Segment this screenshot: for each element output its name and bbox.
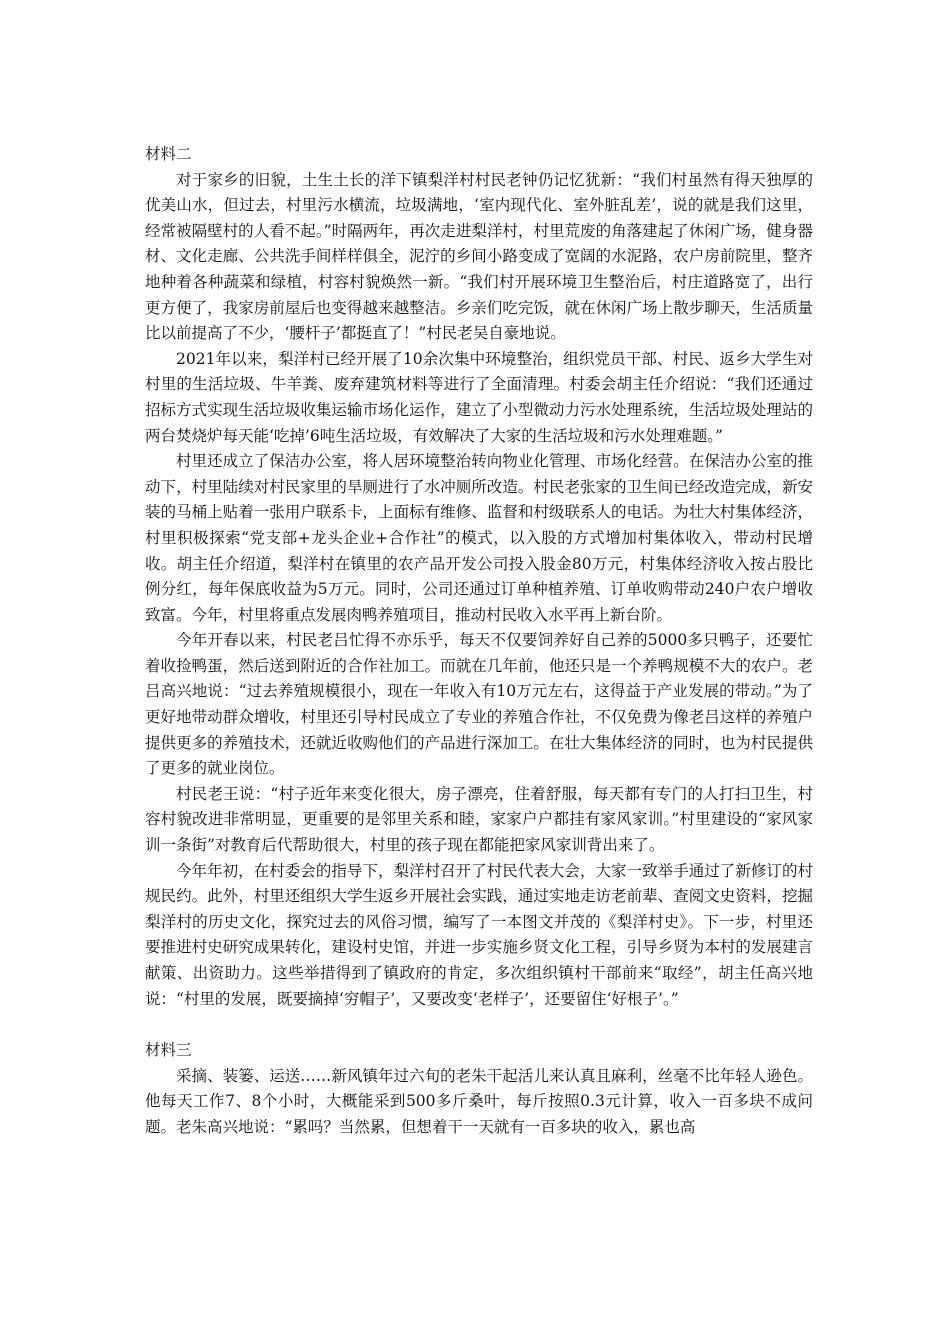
paragraph: 采摘、装篓、运送……新风镇年过六旬的老朱干起活儿来认真且麻利，丝毫不比年轻人逊色。他每天工作7、8个小时，大概能采到500多斤桑叶，每斤按照0.3元计算，收入一百多块不成问题。老朱高兴地说：“累吗？当然累，但想着干一天就有一百多块的收入，累也高 [145,1066,813,1136]
section-spacer [145,1012,813,1038]
paragraph: 村里还成立了保洁办公室，将人居环境整治转向物业化管理、市场化经营。在保洁办公室的推动下，村里陆续对村民家里的旱厕进行了水冲厕所改造。村民老张家的卫生间已经改造完成，新安装的马桶上贴着一张用户联系卡，上面标有维修、监督和村级联系人的电话。为壮大村集体经济，村里积极探索“党支部+龙头企业+合作社”的模式，以入股的方式增加村集体收入，带动村民增收。胡主任介绍道，梨洋村在镇里的农产品开发公司投入股金80万元，村集体经济收入按占股比例分红，每年保底收益为5万元。同时，公司还通过订单种植养殖、订单收购带动240户农户增收致富。今年，村里将重点发展肉鸭养殖项目，推动村民收入水平再上新台阶。 [145,452,813,624]
section-title-material-2: 材料二 [145,145,192,163]
paragraph: 2021年以来，梨洋村已经开展了10余次集中环境整治，组织党员干部、村民、返乡大学生对村里的生活垃圾、牛羊粪、废弃建筑材料等进行了全面清理。村委会胡主任介绍说：“我们还通过招标方式实现生活垃圾收集运输市场化运作，建立了小型微动力污水处理系统，生活垃圾处理站的两台焚烧炉每天能‘吃掉’6吨生活垃圾，有效解决了大家的生活垃圾和污水处理难题。” [145,349,813,445]
document-page [145,142,813,1141]
paragraph: 今年开春以来，村民老吕忙得不亦乐乎，每天不仅要饲养好自己养的5000多只鸭子，还要忙着收捡鸭蛋，然后送到附近的合作社加工。而就在几年前，他还只是一个养鸭规模不大的农户。老吕高兴地说：“过去养殖规模很小，现在一年收入有10万元左右，这得益于产业发展的带动。”为了更好地带动群众增收，村里还引导村民成立了专业的养殖合作社，不仅免费为像老吕这样的养殖户提供更多的养殖技术，还就近收购他们的产品进行深加工。在壮大集体经济的同时，也为村民提供了更多的就业岗位。 [145,631,813,778]
paragraph: 对于家乡的旧貌，土生土长的洋下镇梨洋村村民老钟仍记忆犹新：“我们村虽然有得天独厚的优美山水，但过去，村里污水横流，垃圾满地，‘室内现代化、室外脏乱差’，说的就是我们这里，经常被隔壁村的人看不起。”时隔两年，再次走进梨洋村，村里荒废的角落建起了休闲广场，健身器材、文化走廊、公共洗手间样样俱全，泥泞的乡间小路变成了宽阔的水泥路，农户房前院里，整齐地种着各种蔬菜和绿植，村容村貌焕然一新。“我们村开展环境卫生整治后，村庄道路宽了，出行更方便了，我家房前屋后也变得越来越整洁。乡亲们吃完饭，就在休闲广场上散步聊天，生活质量比以前提高了不少，‘腰杆子’都挺直了！”村民老吴自豪地说。 [145,170,813,343]
paragraph: 今年年初，在村委会的指导下，梨洋村召开了村民代表大会，大家一致举手通过了新修订的村规民约。此外，村里还组织大学生返乡开展社会实践，通过实地走访老前辈、查阅文史资料，挖掘梨洋村的历史文化，探究过去的风俗习惯，编写了一本图文并茂的《梨洋村史》。下一步，村里还要推进村史研究成果转化，建设村史馆，并进一步实施乡贤文化工程，引导乡贤为本村的发展建言献策、出资助力。这些举措得到了镇政府的肯定，多次组织镇村干部前来“取经”，胡主任高兴地说：“村里的发展，既要摘掉‘穷帽子’，又要改变‘老样子’，还要留住‘好根子’。” [145,861,813,1008]
paragraph: 村民老王说：“村子近年来变化很大，房子漂亮，住着舒服，每天都有专门的人打扫卫生，村容村貌改进非常明显，更重要的是邻里关系和睦，家家户户都挂有家风家训。”村里建设的“家风家训一条街”对教育后代帮助很大，村里的孩子现在都能把家风家训背出来了。 [145,784,813,855]
section-title-material-3: 材料三 [145,1041,192,1060]
